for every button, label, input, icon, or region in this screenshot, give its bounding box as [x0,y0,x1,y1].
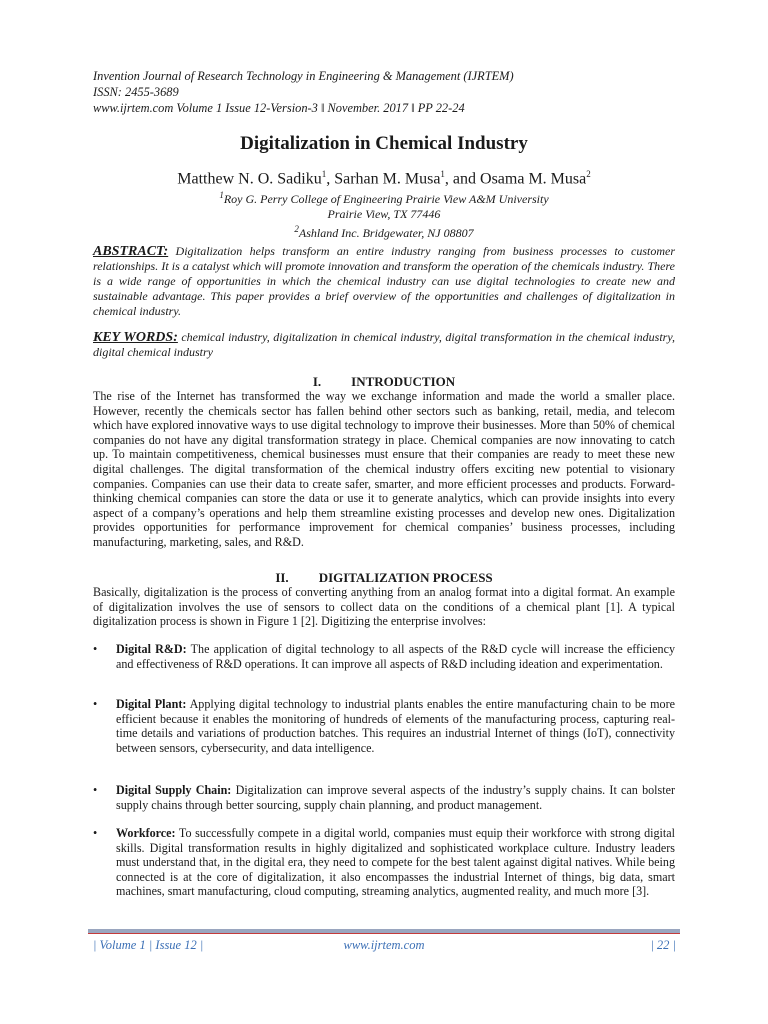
affiliation-text: Roy G. Perry College of Engineering Prairie View A&M University [223,192,549,206]
author-list [0,169,768,188]
bullet-text: To successfully compete in a digital world, companies must equip their workforce with strong digital skills. Digital transformation results in highly digitalized and sophisticated workplace culture. Industry leaders must understand that, in the digital era, they need to compete for the best talent against digital natives. While being connected is at the core of digitalization, it also encompasses the industrial Internet of things, big data, smart machines, smart manufacturing, cloud computing, streaming analytics, augmented reality, and much more [3]. [116,826,675,899]
bullet-label: Digital Supply Chain: [116,783,232,797]
bullet-label: Digital Plant: [116,697,187,711]
abstract [93,244,675,319]
paper-title: Digitalization in Chemical Industry [240,133,528,154]
author-affil-marker: 2 [586,169,591,179]
keywords-text: chemical industry, digitalization in chemical industry, digital transformation in the chemical industry, digital chemical industry [93,330,675,359]
footer-page-number: | 22 | [650,938,676,952]
section-heading-digitalization-process [0,570,768,586]
affiliation-1-city: Prairie View, TX 77446 [327,207,441,221]
bullet-icon: • [93,697,98,711]
bullet-icon: • [93,826,98,840]
bullet-label: Workforce: [116,826,176,840]
bullet-icon: • [93,783,98,797]
section-title: DIGITALIZATION PROCESS [318,570,493,585]
affil-marker: 2 [294,224,299,234]
affiliation-1 [0,188,768,207]
introduction-paragraph: The rise of the Internet has transformed the way we exchange information and made the world a smaller place. However, recently the chemicals sector has fallen behind other sectors such as banking, retail, media, and telecom which have explored innovative ways to use digital technology to improve their businesses. More than 50% of chemical companies do not have any digital transformation strategy in place. Chemical companies are now innovating to catch up. To maintain competitiveness, chemical businesses must ensure that their companies are ready to meet these new digital challenges. The digital transformation of the chemical industry offers exciting new potential to visionary companies. Companies can use their data to create safer, smarter, and more efficient processes and products. Forward-thinking chemical companies can store the data or use it to generate analytics, which can provide insights into every aspect of a company’s operations and help them streamline existing processes and develop new ones. Digitalization provides opportunities for performance improvement for chemical companies’ business processes, including manufacturing, marketing, sales, and R&D. [93,389,675,549]
footer-website: www.ijrtem.com [343,938,425,952]
bullet-label: Digital R&D: [116,642,187,656]
author-name: Matthew N. O. Sadiku [177,170,322,188]
keywords-label: KEY WORDS: [93,330,178,345]
bullet-text: Applying digital technology to industrial plants enables the entire manufacturing chain to be more efficient because it enables the monitoring of hundreds of elements of the manufacturing process, capturing real-time details and variations of production batches. This requires an industrial Internet of things (IoT), connectivity between sensors, cybersecurity, and data intelligence. [116,697,675,755]
journal-name: Invention Journal of Research Technology in Engineering & Management (IJRTEM) [93,69,514,83]
author-affil-marker: 1 [321,169,327,179]
digitalization-process-paragraph: Basically, digitalization is the process of converting anything from an analog format into a digital format. An example of digitalization involves the use of sensors to collect data on the conditions of a chemical plant [1]. A typical digitalization process is shown in Figure 1 [2]. Digitizing the enterprise involves: [93,585,675,629]
affiliation-2 [0,222,768,241]
section-number: II. [275,570,289,585]
footer-divider [88,929,680,934]
bullet-item-digital-plant [93,697,675,755]
affiliations [0,188,768,241]
section-title: INTRODUCTION [351,374,456,389]
bullet-item-workforce [93,826,675,899]
journal-volume-line: www.ijrtem.com Volume 1 Issue 12-Version-3 ǁ November. 2017 ǁ PP 22-24 [93,101,465,115]
bullet-icon: • [93,642,98,656]
section-heading-introduction [0,374,768,390]
author-name: , and Osama M. Musa [444,170,587,188]
abstract-text: Digitalization helps transform an entire industry ranging from business processes to customer relationships. It is a catalyst which will promote innovation and transform the operation of the chemicals industry. There is a wide range of opportunities in which the chemical industry can use digital technologies to create new and sustainable advantage. This paper provides a brief overview of the opportunities and challenges of digitalization in chemical industry. [93,244,675,318]
section-number: I. [312,374,322,389]
footer-volume: | Volume 1 | Issue 12 | [93,938,204,952]
abstract-label: ABSTRACT: [93,244,169,259]
bullet-text: Digitalization can improve several aspects of the industry’s supply chains. It can bolster supply chains through better sourcing, supply chain planning, and product management. [116,783,675,812]
bullet-text: The application of digital technology to all aspects of the R&D cycle will increase the efficiency and effectiveness of R&D operations. It can improve all aspects of R&D including ideation and experimentation. [116,642,675,671]
author-name: , Sarhan M. Musa [326,170,441,188]
journal-header [93,68,693,116]
journal-issn: ISSN: 2455-3689 [93,85,179,99]
bullet-item-digital-supply-chain [93,783,675,812]
author-affil-marker: 1 [440,169,445,179]
keywords [93,330,675,360]
bullet-item-digital-rd [93,642,675,671]
affiliation-text: Ashland Inc. Bridgewater, NJ 08807 [298,226,474,240]
affil-marker: 1 [219,190,224,200]
